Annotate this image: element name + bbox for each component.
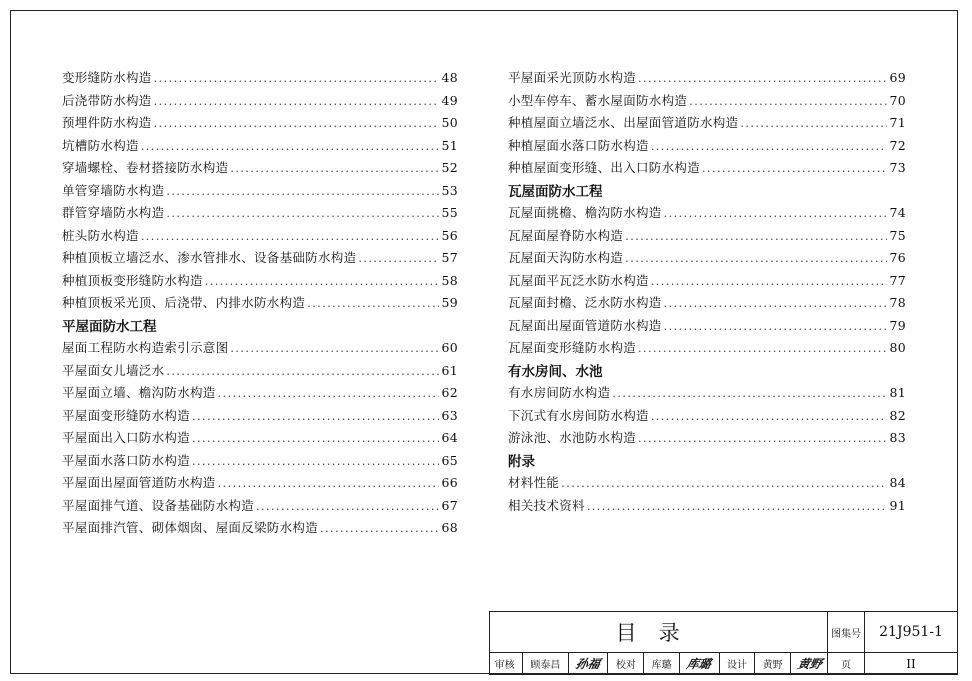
review-label: 审核	[494, 660, 515, 671]
toc-entry-title: 预埋件防水构造	[62, 115, 152, 130]
dot-leader	[625, 230, 887, 243]
toc-entry-title: 下沉式有水房间防水构造	[508, 407, 649, 423]
toc-entry-title: 平屋面出屋面管道防水构造	[62, 475, 216, 490]
toc-entry[interactable]	[508, 428, 906, 451]
toc-entry-title: 有水房间防水构造	[508, 385, 611, 400]
toc-entry-title: 后浇带防水构造	[62, 92, 152, 108]
toc-entry[interactable]	[62, 226, 458, 249]
toc-entry[interactable]	[508, 113, 906, 136]
atlas-no: 21J951-1	[865, 612, 958, 653]
toc-entry-title: 材料性能	[508, 475, 560, 490]
dot-leader	[205, 275, 440, 288]
toc-entry[interactable]	[62, 113, 458, 136]
toc-entry-page: 77	[889, 272, 906, 288]
toc-entry-title: 瓦屋面屋脊防水构造	[508, 227, 624, 243]
page-label: 页	[828, 653, 865, 675]
toc-entry[interactable]	[508, 316, 906, 339]
dot-leader	[141, 140, 440, 153]
dot-leader	[192, 432, 439, 445]
toc-entry[interactable]	[508, 338, 906, 361]
toc-entry-title: 种植屋面水落口防水构造	[508, 137, 649, 153]
dot-leader	[664, 297, 888, 310]
toc-entry-page: 78	[889, 295, 906, 310]
toc-entry-page: 66	[441, 475, 458, 490]
dot-leader	[651, 410, 888, 423]
dot-leader	[664, 207, 888, 220]
toc-entry[interactable]	[62, 361, 458, 384]
toc-entry-title: 平屋面水落口防水构造	[62, 452, 191, 468]
toc-entry-page: 50	[441, 115, 458, 130]
toc-entry[interactable]	[62, 91, 458, 114]
toc-entry[interactable]	[62, 428, 458, 451]
toc-entry-title: 瓦屋面挑檐、檐沟防水构造	[508, 205, 662, 220]
dot-leader	[230, 342, 439, 355]
toc-entry-title: 穿墙螺栓、卷材搭接防水构造	[62, 160, 229, 175]
dot-leader	[320, 522, 439, 535]
dot-leader	[166, 365, 439, 378]
toc-entry-title: 平屋面女儿墙泛水	[62, 362, 165, 378]
section-heading: 平屋面防水工程	[62, 318, 157, 335]
dot-leader	[256, 500, 439, 513]
toc-entry-page: 64	[441, 430, 458, 445]
toc-entry-title: 平屋面排汽管、砌体烟囱、屋面反梁防水构造	[62, 520, 319, 535]
toc-entry-page: 70	[889, 92, 906, 108]
toc-entry-title: 平屋面变形缝防水构造	[62, 407, 191, 423]
toc-entry-title: 坑槽防水构造	[62, 137, 139, 153]
dot-leader	[230, 162, 439, 175]
toc-entry[interactable]	[62, 248, 458, 271]
toc-entry-title: 群管穿墙防水构造	[62, 205, 165, 220]
dot-leader	[166, 207, 439, 220]
toc-entry[interactable]	[508, 383, 906, 406]
signature-row	[490, 653, 828, 675]
toc-entry[interactable]	[62, 518, 458, 541]
checker-signature: 库璐	[685, 657, 713, 671]
dot-leader	[218, 387, 440, 400]
toc-entry[interactable]	[62, 203, 458, 226]
dot-leader	[192, 410, 439, 423]
toc-entry-page: 49	[441, 92, 458, 108]
dot-leader	[638, 342, 887, 355]
toc-entry[interactable]	[62, 68, 458, 91]
toc-entry-title: 种植屋面立墙泛水、出屋面管道防水构造	[508, 115, 739, 130]
toc-entry-page: 72	[889, 137, 906, 153]
designer-name: 黄野	[762, 660, 783, 671]
dot-leader	[625, 252, 887, 265]
toc-entry-page: 76	[889, 250, 906, 265]
toc-entry-page: 75	[889, 227, 906, 243]
toc-entry-title: 平屋面出入口防水构造	[62, 430, 191, 445]
toc-entry[interactable]	[62, 473, 458, 496]
toc-entry-page: 65	[441, 452, 458, 468]
dot-leader	[218, 477, 440, 490]
toc-entry-page: 63	[441, 407, 458, 423]
toc-entry-page: 71	[889, 115, 906, 130]
toc-entry-title: 相关技术资料	[508, 497, 585, 513]
toc-entry-page: 55	[441, 205, 458, 220]
toc-entry[interactable]	[62, 383, 458, 406]
toc-entry-page: 80	[889, 340, 906, 355]
toc-entry[interactable]	[508, 473, 906, 496]
page-title: 目录	[490, 612, 828, 653]
toc-entry-page: 68	[441, 520, 458, 535]
toc-entry-title: 桩头防水构造	[62, 227, 139, 243]
design-label: 设计	[727, 660, 748, 671]
toc-entry[interactable]	[508, 226, 906, 249]
toc-entry[interactable]	[508, 136, 906, 159]
toc-entry-page: 73	[889, 160, 906, 175]
toc-entry-page: 60	[441, 340, 458, 355]
dot-leader	[740, 117, 887, 130]
toc-entry-page: 59	[441, 295, 458, 310]
toc-entry-page: 57	[441, 250, 458, 265]
toc-entry-page: 84	[889, 475, 906, 490]
dot-leader	[689, 95, 887, 108]
toc-entry-page: 48	[441, 70, 458, 85]
toc-entry[interactable]	[508, 91, 906, 114]
toc-entry-title: 种植顶板采光顶、后浇带、内排水防水构造	[62, 295, 306, 310]
toc-entry[interactable]	[62, 181, 458, 204]
atlas-no-label: 图集号	[828, 612, 865, 653]
toc-entry-title: 瓦屋面平瓦泛水防水构造	[508, 272, 649, 288]
toc-entry[interactable]	[508, 496, 906, 519]
toc-entry-title: 瓦屋面出屋面管道防水构造	[508, 317, 662, 333]
dot-leader	[651, 140, 888, 153]
toc-entry-page: 51	[441, 137, 458, 153]
toc-entry-page: 53	[441, 182, 458, 198]
toc-entry-title: 平屋面采光顶防水构造	[508, 70, 637, 85]
checker-name: 库璐	[651, 660, 672, 671]
toc-entry[interactable]	[508, 248, 906, 271]
dot-leader	[612, 387, 887, 400]
toc-entry-page: 74	[889, 205, 906, 220]
toc-entry-page: 58	[441, 272, 458, 288]
reviewer-name: 顾泰昌	[530, 660, 561, 671]
section-heading: 附录	[508, 453, 535, 470]
toc-entry[interactable]	[508, 406, 906, 429]
designer-signature: 黄野	[796, 657, 824, 671]
toc-entry-title: 瓦屋面封檐、泛水防水构造	[508, 295, 662, 310]
toc-entry-title: 平屋面立墙、檐沟防水构造	[62, 385, 216, 400]
dot-leader	[638, 72, 887, 85]
toc-entry[interactable]	[62, 293, 458, 316]
dot-leader	[638, 432, 887, 445]
toc-entry[interactable]	[62, 451, 458, 474]
toc-entry-title: 单管穿墙防水构造	[62, 182, 165, 198]
toc-entry-page: 81	[889, 385, 906, 400]
dot-leader	[358, 252, 439, 265]
toc-entry-page: 79	[889, 317, 906, 333]
toc-entry-title: 种植顶板变形缝防水构造	[62, 272, 203, 288]
dot-leader	[154, 95, 440, 108]
toc-entry[interactable]	[62, 338, 458, 361]
toc-entry-page: 56	[441, 227, 458, 243]
dot-leader	[651, 275, 888, 288]
toc-entry-title: 种植屋面变形缝、出入口防水构造	[508, 160, 701, 175]
dot-leader	[166, 185, 439, 198]
toc-entry-title: 种植顶板立墙泛水、渗水管排水、设备基础防水构造	[62, 250, 357, 265]
dot-leader	[664, 320, 888, 333]
toc-entry-title: 变形缝防水构造	[62, 70, 152, 85]
dot-leader	[702, 162, 887, 175]
toc-right-column	[508, 68, 906, 518]
toc-entry[interactable]	[62, 271, 458, 294]
toc-entry[interactable]	[508, 158, 906, 181]
dot-leader	[141, 230, 440, 243]
toc-entry[interactable]	[62, 136, 458, 159]
toc-entry-page: 83	[889, 430, 906, 445]
toc-entry-title: 平屋面排气道、设备基础防水构造	[62, 497, 255, 513]
dot-leader	[154, 117, 440, 130]
section-heading: 有水房间、水池	[508, 363, 603, 380]
toc-entry[interactable]	[508, 271, 906, 294]
check-label: 校对	[615, 660, 636, 671]
toc-entry[interactable]	[508, 68, 906, 91]
toc-entry-page: 52	[441, 160, 458, 175]
reviewer-signature: 孙福	[574, 657, 602, 671]
toc-entry-page: 62	[441, 385, 458, 400]
title-block	[489, 611, 958, 675]
dot-leader	[307, 297, 439, 310]
dot-leader	[192, 455, 439, 468]
toc-entry-page: 67	[441, 497, 458, 513]
toc-left-column	[62, 68, 458, 541]
toc-entry[interactable]	[508, 203, 906, 226]
dot-leader	[154, 72, 440, 85]
section-heading: 瓦屋面防水工程	[508, 183, 603, 200]
toc-entry-title: 小型车停车、蓄水屋面防水构造	[508, 92, 688, 108]
toc-entry-title: 屋面工程防水构造索引示意图	[62, 340, 229, 355]
toc-entry-title: 游泳池、水池防水构造	[508, 430, 637, 445]
toc-entry[interactable]	[62, 158, 458, 181]
toc-entry-page: 61	[441, 362, 458, 378]
toc-entry-title: 瓦屋面变形缝防水构造	[508, 340, 637, 355]
toc-entry[interactable]	[62, 406, 458, 429]
page-number: II	[865, 653, 958, 675]
toc-entry-page: 69	[889, 70, 906, 85]
toc-entry-title: 瓦屋面天沟防水构造	[508, 250, 624, 265]
toc-entry-page: 91	[889, 497, 906, 513]
toc-entry[interactable]	[508, 293, 906, 316]
toc-entry[interactable]	[62, 496, 458, 519]
dot-leader	[587, 500, 888, 513]
dot-leader	[561, 477, 887, 490]
toc-entry-page: 82	[889, 407, 906, 423]
